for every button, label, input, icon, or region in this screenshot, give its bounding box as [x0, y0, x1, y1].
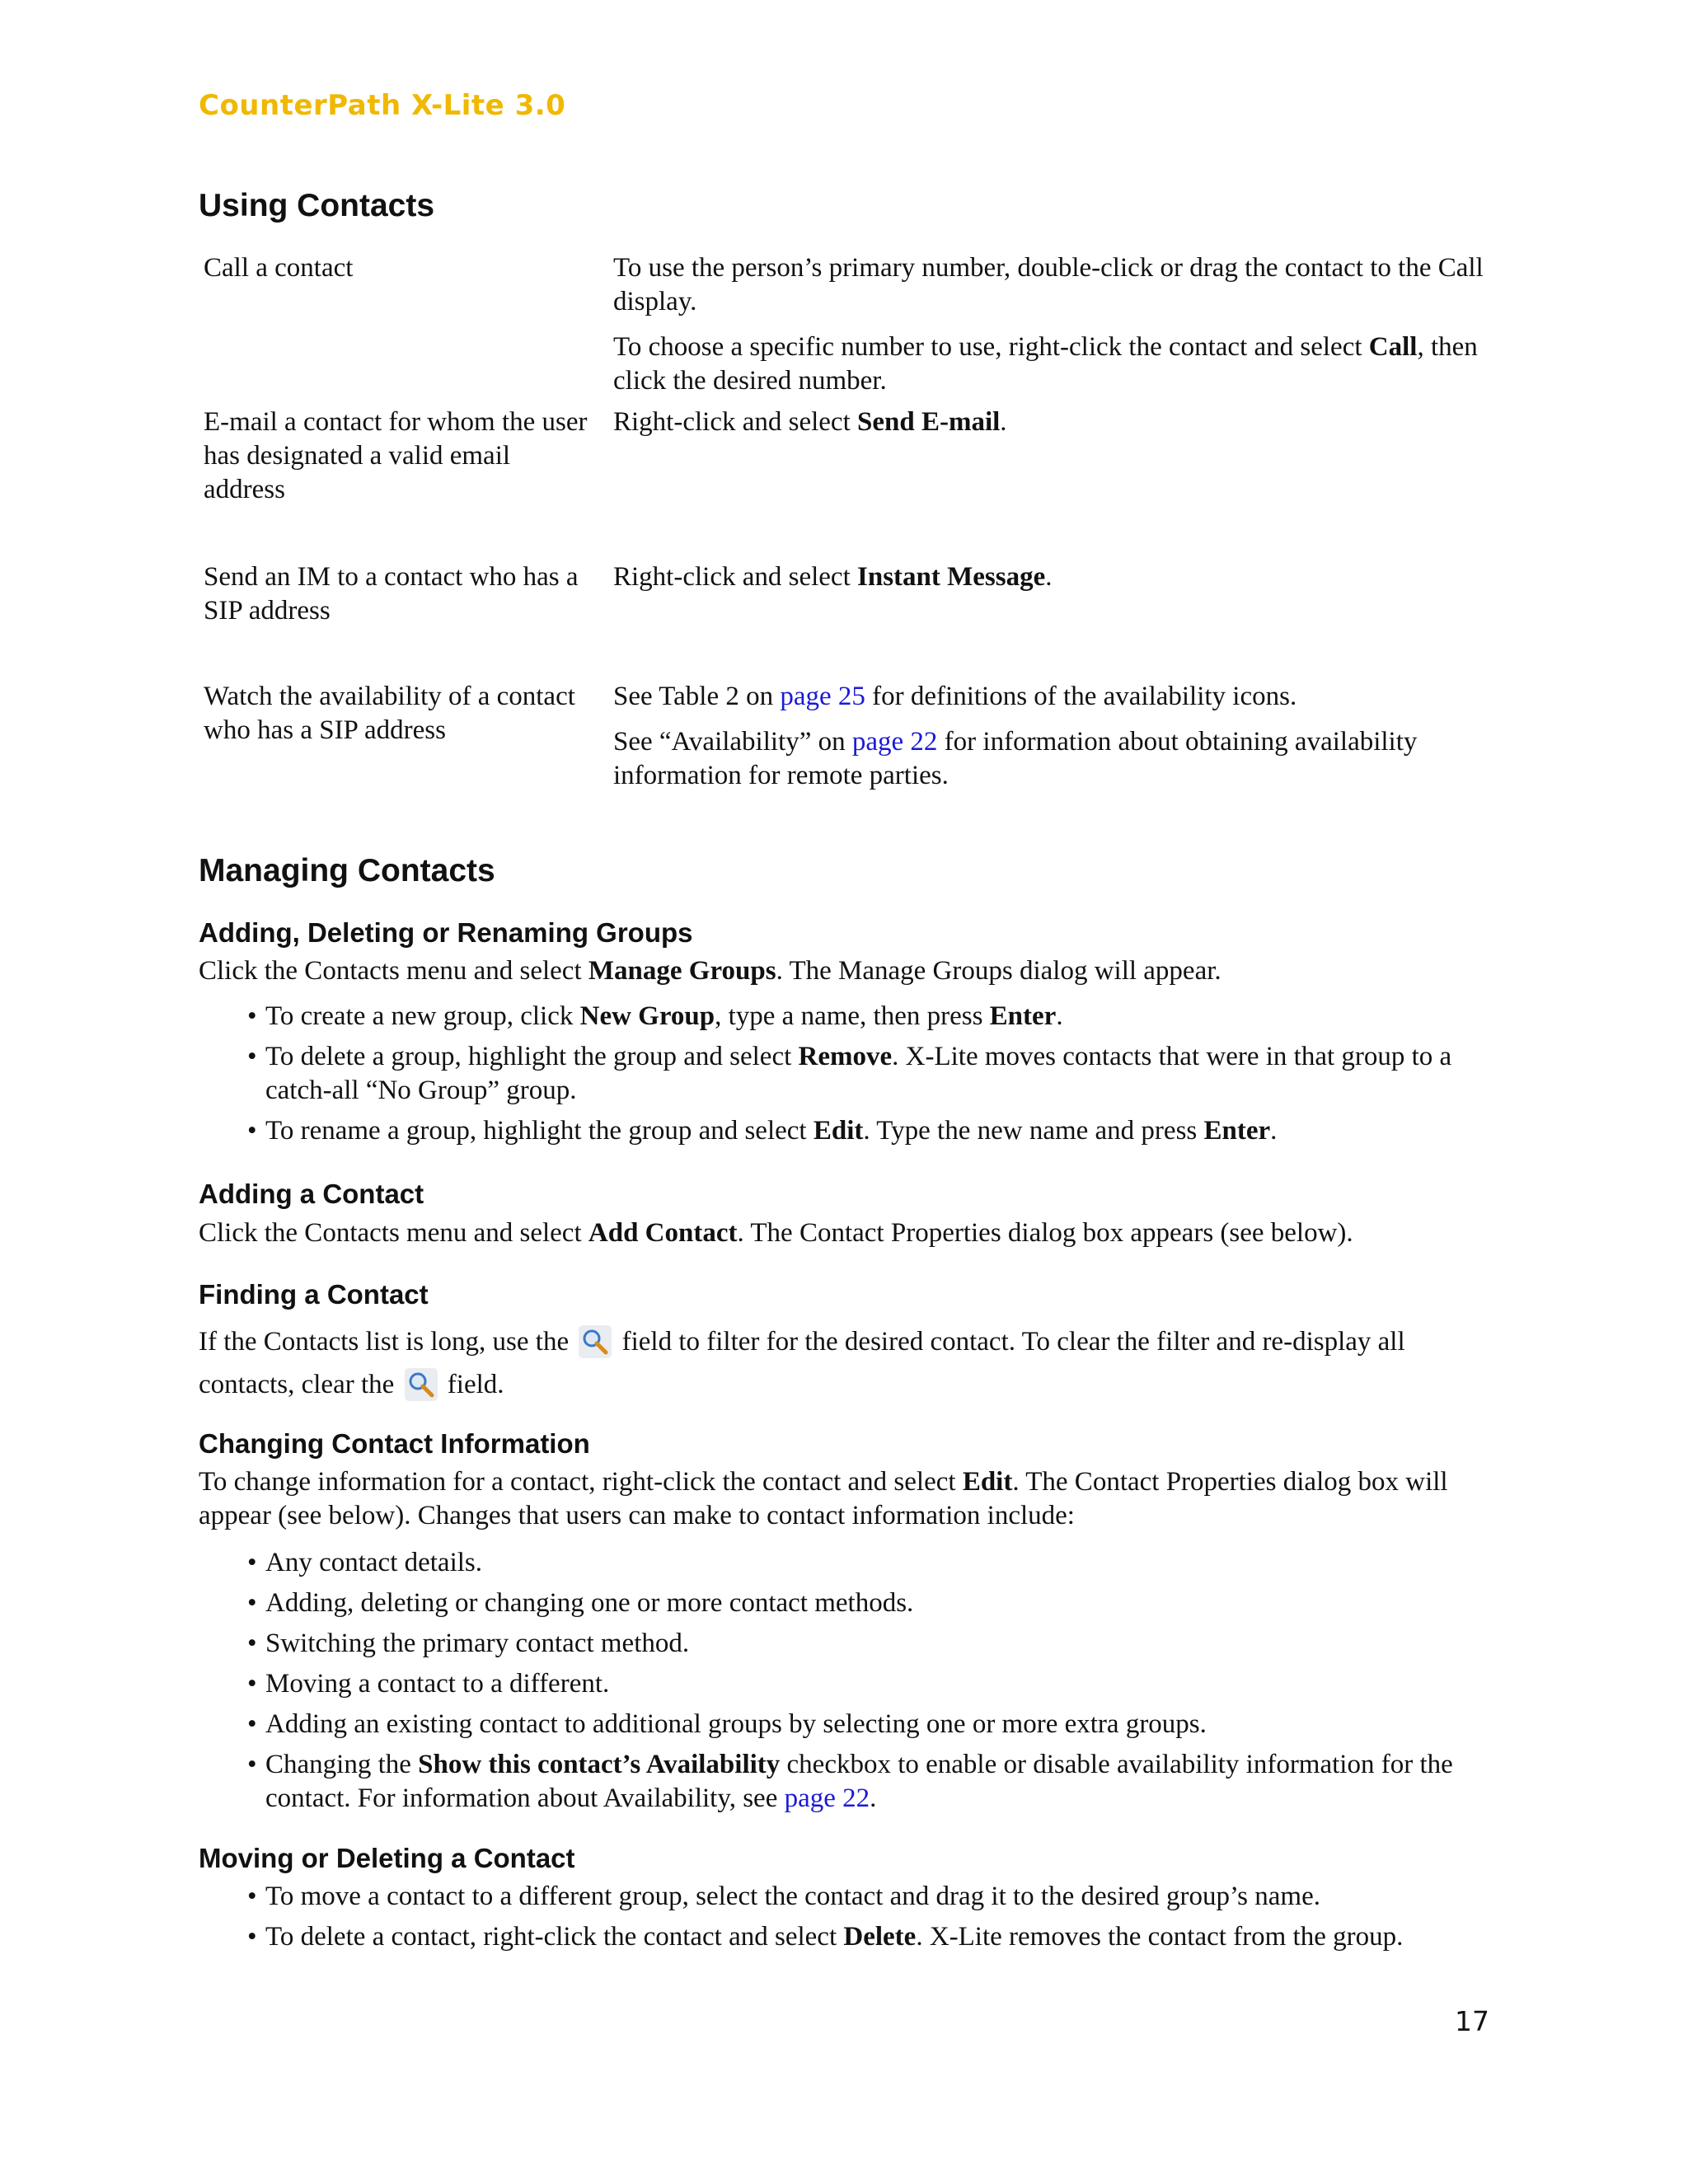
row-email-label: E-mail a contact for whom the user has designated a valid email address — [204, 407, 588, 504]
using-contacts-heading: Using Contacts — [199, 188, 435, 223]
row-im-label: Send an IM to a contact who has a SIP address — [204, 562, 579, 626]
row-call-label: Call a contact — [204, 253, 354, 283]
row-call-desc-1: To use the person’s primary number, double-click or drag the contact to the Call display. — [613, 253, 1484, 316]
changing-info-bullet-list — [247, 1546, 1493, 1822]
list-item: • Moving a contact to a different. — [247, 1669, 610, 1699]
row-availability-label: Watch the availability of a contact who has a SIP address — [204, 682, 575, 745]
groups-heading: Adding, Deleting or Renaming Groups — [199, 917, 693, 948]
page-number: 17 — [1455, 2005, 1489, 2037]
managing-contacts-heading: Managing Contacts — [199, 853, 495, 888]
finding-contact-heading: Finding a Contact — [199, 1279, 429, 1310]
search-field-icon — [579, 1325, 612, 1358]
finding-contact-text: If the Contacts list is long, use the field to filter for the desired contact. To clear the filter and re-display all contacts, clear the field. — [199, 1327, 1405, 1399]
list-item: • To move a contact to a different group, select the contact and drag it to the desired group’s name. — [247, 1882, 1320, 1911]
page-25-link[interactable]: page 25 — [780, 682, 865, 711]
changing-info-intro: To change information for a contact, right-click the contact and select Edit. The Contact Properties dialog box will appear (see below). Changes that users can make to contact information include: — [199, 1467, 1448, 1530]
row-availability-description: See Table 2 on page 25 for definitions of the availability icons. See “Availability” on page 22 for information about obtaining availability information for remote parties. — [613, 682, 1418, 790]
list-item: • To delete a contact, right-click the contact and select Delete. X-Lite removes the contact from the group. — [247, 1922, 1404, 1952]
row-email-description: Right-click and select Send E-mail. — [613, 407, 1007, 437]
list-item: • Adding an existing contact to additional groups by selecting one or more extra groups. — [247, 1709, 1207, 1739]
adding-contact-heading: Adding a Contact — [199, 1179, 424, 1209]
list-item: • Any contact details. — [247, 1548, 483, 1577]
moving-contact-bullet-list — [247, 1880, 1502, 1961]
page-22-link[interactable]: page 22 — [851, 727, 938, 757]
search-field-icon — [405, 1368, 438, 1401]
page-22-link[interactable]: page 22 — [784, 1783, 870, 1813]
document-header-title: CounterPath X-Lite 3.0 — [199, 89, 566, 122]
adding-contact-text: Click the Contacts menu and select Add Contact. The Contact Properties dialog box appears (see below). — [199, 1218, 1353, 1248]
list-item: • Adding, deleting or changing one or more contact methods. — [247, 1588, 914, 1618]
list-item: • Switching the primary contact method. — [247, 1629, 690, 1658]
row-im-description: Right-click and select Instant Message. — [613, 562, 1053, 592]
groups-intro: Click the Contacts menu and select Manage Groups. The Manage Groups dialog will appear. — [199, 956, 1221, 986]
list-item: • Changing the Show this contact’s Availability checkbox to enable or disable availability information for the contact. For information about Availability, see page 22. — [247, 1750, 1453, 1813]
moving-contact-heading: Moving or Deleting a Contact — [199, 1843, 575, 1873]
changing-info-heading: Changing Contact Information — [199, 1428, 590, 1459]
list-item: • To create a new group, click New Group, type a name, then press Enter. — [247, 1001, 1063, 1031]
row-call-description — [613, 251, 1503, 398]
list-item: • To rename a group, highlight the group and select Edit. Type the new name and press Enter. — [247, 1116, 1278, 1146]
groups-bullet-list — [247, 1000, 1485, 1155]
row-call-desc-2: To choose a specific number to use, right-click the contact and select Call, then click the desired number. — [613, 332, 1478, 396]
list-item: • To delete a group, highlight the group and select Remove. X-Lite moves contacts that were in that group to a catch-all “No Group” group. — [247, 1042, 1452, 1105]
